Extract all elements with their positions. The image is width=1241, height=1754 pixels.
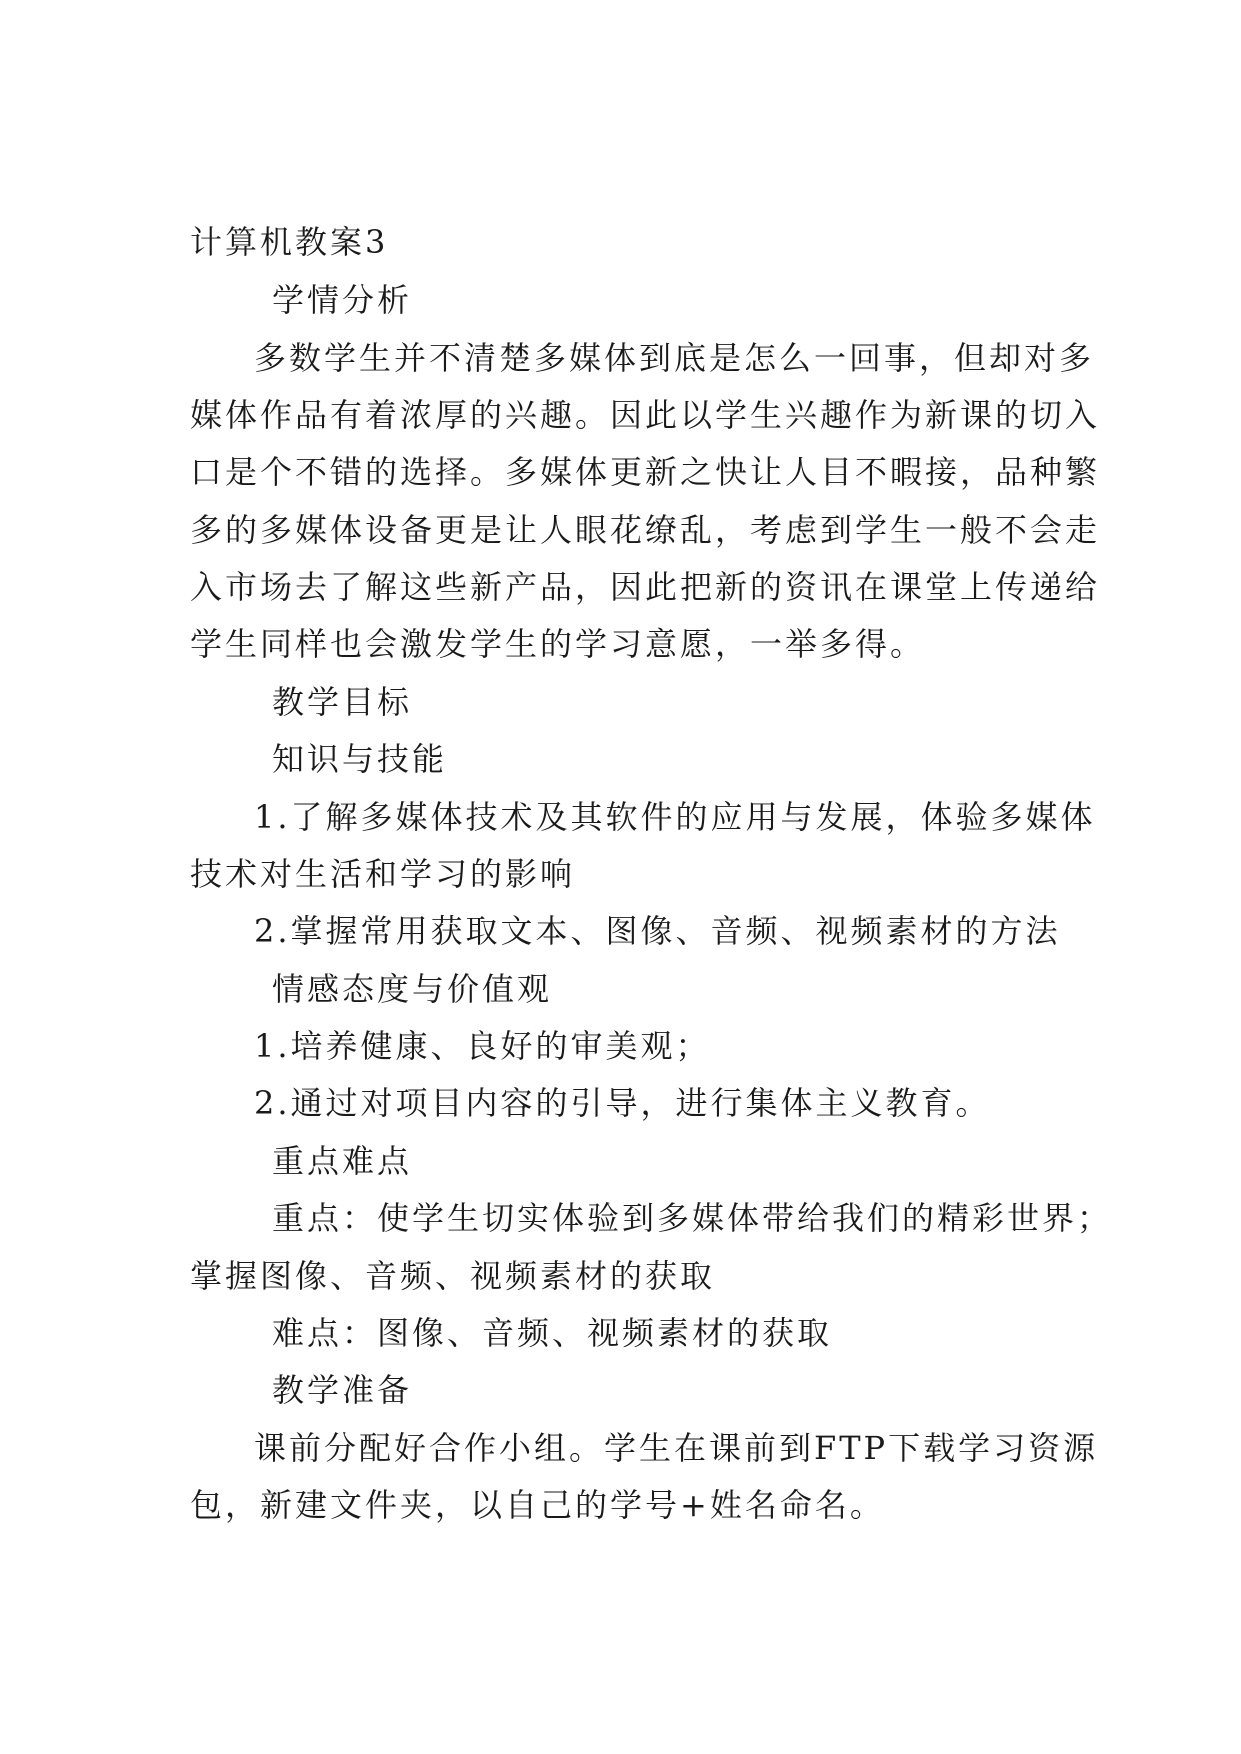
paragraph-line: 入市场去了解这些新产品，因此把新的资讯在课堂上传递给 <box>190 568 1101 606</box>
paragraph-line: 多数学生并不清楚多媒体到底是怎么一回事，但却对多 <box>254 339 1095 377</box>
paragraph-line: 学生同样也会激发学生的学习意愿，一举多得。 <box>190 625 926 663</box>
list-item-line: 技术对生活和学习的影响 <box>190 855 576 893</box>
list-item: 2.通过对项目内容的引导，进行集体主义教育。 <box>254 1084 991 1122</box>
doc-title: 计算机教案3 <box>190 223 389 261</box>
paragraph-line: 课前分配好合作小组。学生在课前到FTP下载学习资源 <box>254 1429 1099 1467</box>
section-heading-preparation: 教学准备 <box>272 1371 413 1409</box>
paragraph-line: 多的多媒体设备更是让人眼花缭乱，考虑到学生一般不会走 <box>190 511 1101 549</box>
paragraph-line: 掌握图像、音频、视频素材的获取 <box>190 1257 716 1295</box>
paragraph-line: 难点：图像、音频、视频素材的获取 <box>272 1314 833 1352</box>
section-heading-objectives: 教学目标 <box>272 683 413 721</box>
paragraph-line: 包，新建文件夹，以自己的学号+姓名命名。 <box>190 1486 885 1524</box>
list-item-line: 1.了解多媒体技术及其软件的应用与发展，体验多媒体 <box>254 798 1096 836</box>
subheading-attitude: 情感态度与价值观 <box>272 970 553 1008</box>
section-heading-analysis: 学情分析 <box>272 281 413 319</box>
list-item: 2.掌握常用获取文本、图像、音频、视频素材的方法 <box>254 912 1061 950</box>
paragraph-line: 媒体作品有着浓厚的兴趣。因此以学生兴趣作为新课的切入 <box>190 396 1101 434</box>
subheading-knowledge: 知识与技能 <box>272 740 448 778</box>
section-heading-key-points: 重点难点 <box>272 1142 413 1180</box>
paragraph-line: 重点：使学生切实体验到多媒体带给我们的精彩世界； <box>272 1199 1113 1237</box>
list-item: 1.培养健康、良好的审美观； <box>254 1027 711 1065</box>
paragraph-line: 口是个不错的选择。多媒体更新之快让人目不暇接，品种繁 <box>190 453 1101 491</box>
